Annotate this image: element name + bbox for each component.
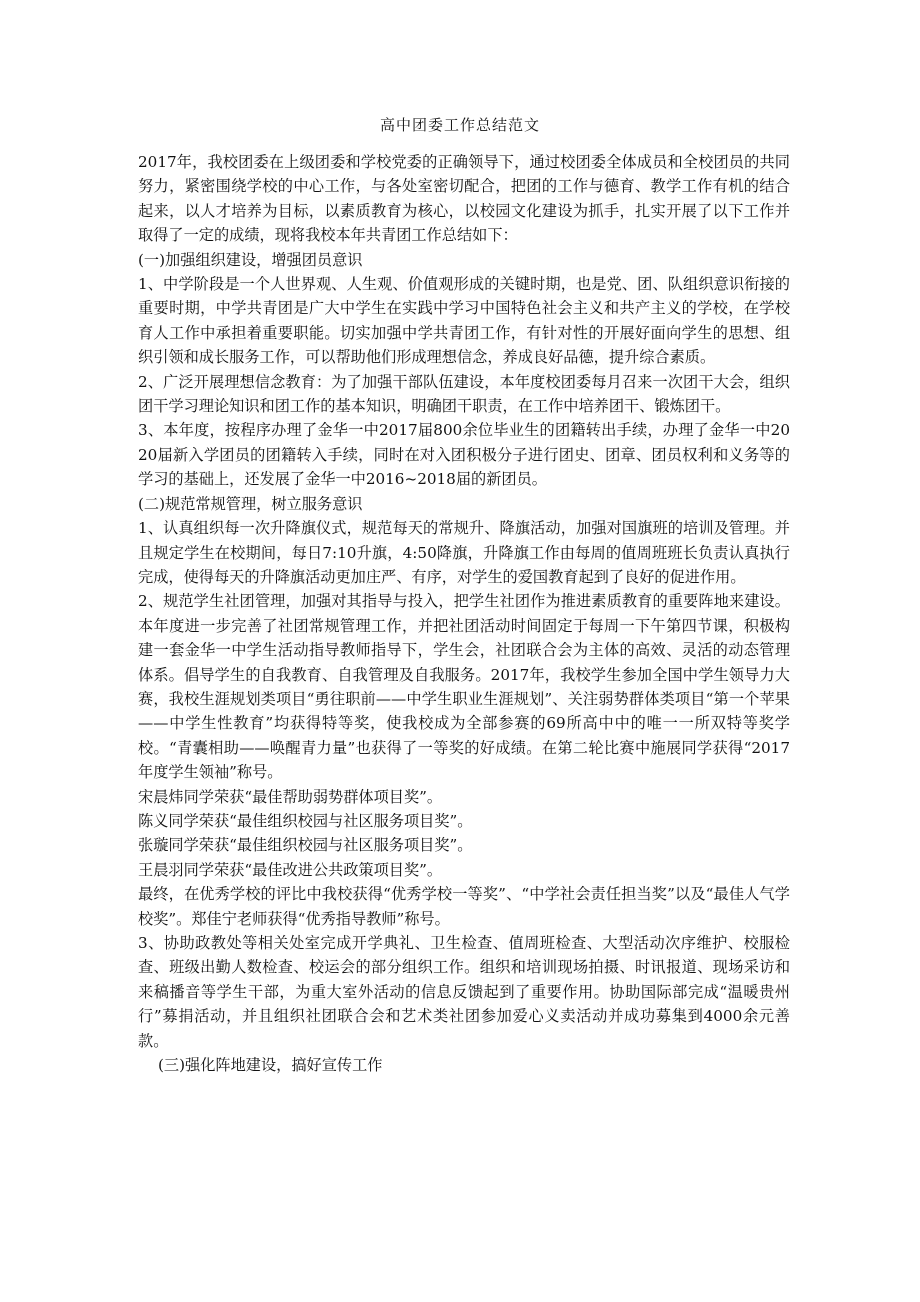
paragraph-2-3: 3、协助政教处等相关处室完成开学典礼、卫生检查、值周班检查、大型活动次序维护、校服检查、班级出勤人数检查、校运会的部分组织工作。组织和培训现场拍摄、时讯报道、现场采访和来稿播音等学生干部，为重大室外活动的信息反馈起到了重要作用。协助国际部完成“温暖贵州行”募捐活动，并且组织社团联合会和艺术类社团参加爱心义卖活动并成功募集到4000余元善款。	[138, 934, 790, 1050]
paragraph-1-1: 1、中学阶段是一个人世界观、人生观、价值观形成的关键时期，也是党、团、队组织意识衔接的重要时期，中学共青团是广大中学生在实践中学习中国特色社会主义和共产主义的学校，在学校育人工作中承担着重要职能。切实加强中学共青团工作，有针对性的开展好面向学生的思想、组织引领和成长服务工作，可以帮助他们形成理想信念，养成良好品德，提升综合素质。	[138, 275, 790, 367]
paragraph-intro: 2017年，我校团委在上级团委和学校党委的正确领导下，通过校团委全体成员和全校团员的共同努力，紧密围绕学校的中心工作，与各处室密切配合，把团的工作与德育、教学工作有机的结合起来，以人才培养为目标，以素质教育为核心，以校园文化建设为抓手，扎实开展了以下工作并取得了一定的成绩，现将我校本年共青团工作总结如下：	[138, 153, 790, 245]
award-line: 王晨羽同学荣获“最佳改进公共政策项目奖”。	[138, 860, 443, 879]
paragraph-2-2: 2、规范学生社团管理，加强对其指导与投入，把学生社团作为推进素质教育的重要阵地来建设。本年度进一步完善了社团常规管理工作，并把社团活动时间固定于每周一下午第四节课，积极构建一套金华一中学生活动指导教师指导下，学生会，社团联合会为主体的高效、灵活的动态管理体系。倡导学生的自我教育、自我管理及自我服务。2017年，我校学生参加全国中学生领导力大赛，我校生涯规划类项目“勇往职前——中学生职业生涯规划”、关注弱势群体类项目“第一个苹果——中学生性教育”均获得特等奖，使我校成为全部参赛的69所高中中的唯一一所双特等奖学校。“青囊相助——唤醒青力量”也获得了一等奖的好成绩。在第二轮比赛中施展同学获得“2017年度学生领袖”称号。	[138, 592, 790, 782]
award-line: 陈义同学荣获“最佳组织校园与社区服务项目奖”。	[138, 811, 473, 830]
paragraph-2-final: 最终，在优秀学校的评比中我校获得“优秀学校一等奖”、“中学社会责任担当奖”以及“最佳人气学校奖”。郑佳宁老师获得“优秀指导教师”称号。	[138, 885, 790, 928]
award-line: 宋晨炜同学荣获“最佳帮助弱势群体项目奖”。	[138, 787, 443, 806]
paragraph-1-3: 3、本年度，按程序办理了金华一中2017届800余位毕业生的团籍转出手续，办理了金华一中2020届新入学团员的团籍转入手续，同时在对入团积极分子进行团史、团章、团员权利和义务等的学习的基础上，还发展了金华一中2016~2018届的新团员。	[138, 421, 790, 489]
document-body	[138, 150, 790, 1077]
section-heading-1: (一)加强组织建设，增强团员意识	[138, 250, 363, 269]
document-title: 高中团委工作总结范文	[379, 116, 540, 134]
section-heading-3: (三)强化阵地建设，搞好宣传工作	[158, 1056, 383, 1075]
award-line: 张璇同学荣获“最佳组织校园与社区服务项目奖”。	[138, 836, 473, 855]
paragraph-1-2: 2、广泛开展理想信念教育：为了加强干部队伍建设，本年度校团委每月召来一次团干大会，组织团干学习理论知识和团工作的基本知识，明确团干职责，在工作中培养团干、锻炼团干。	[138, 372, 790, 416]
paragraph-2-1: 1、认真组织每一次升降旗仪式，规范每天的常规升、降旗活动，加强对国旗班的培训及管理。并且规定学生在校期间，每日7:10升旗，4:50降旗，升降旗工作由每周的值周班班长负责认真执行完成，使得每天的升降旗活动更加庄严、有序，对学生的爱国教育起到了良好的促进作用。	[138, 519, 790, 586]
section-heading-2: (二)规范常规管理，树立服务意识	[138, 494, 363, 513]
